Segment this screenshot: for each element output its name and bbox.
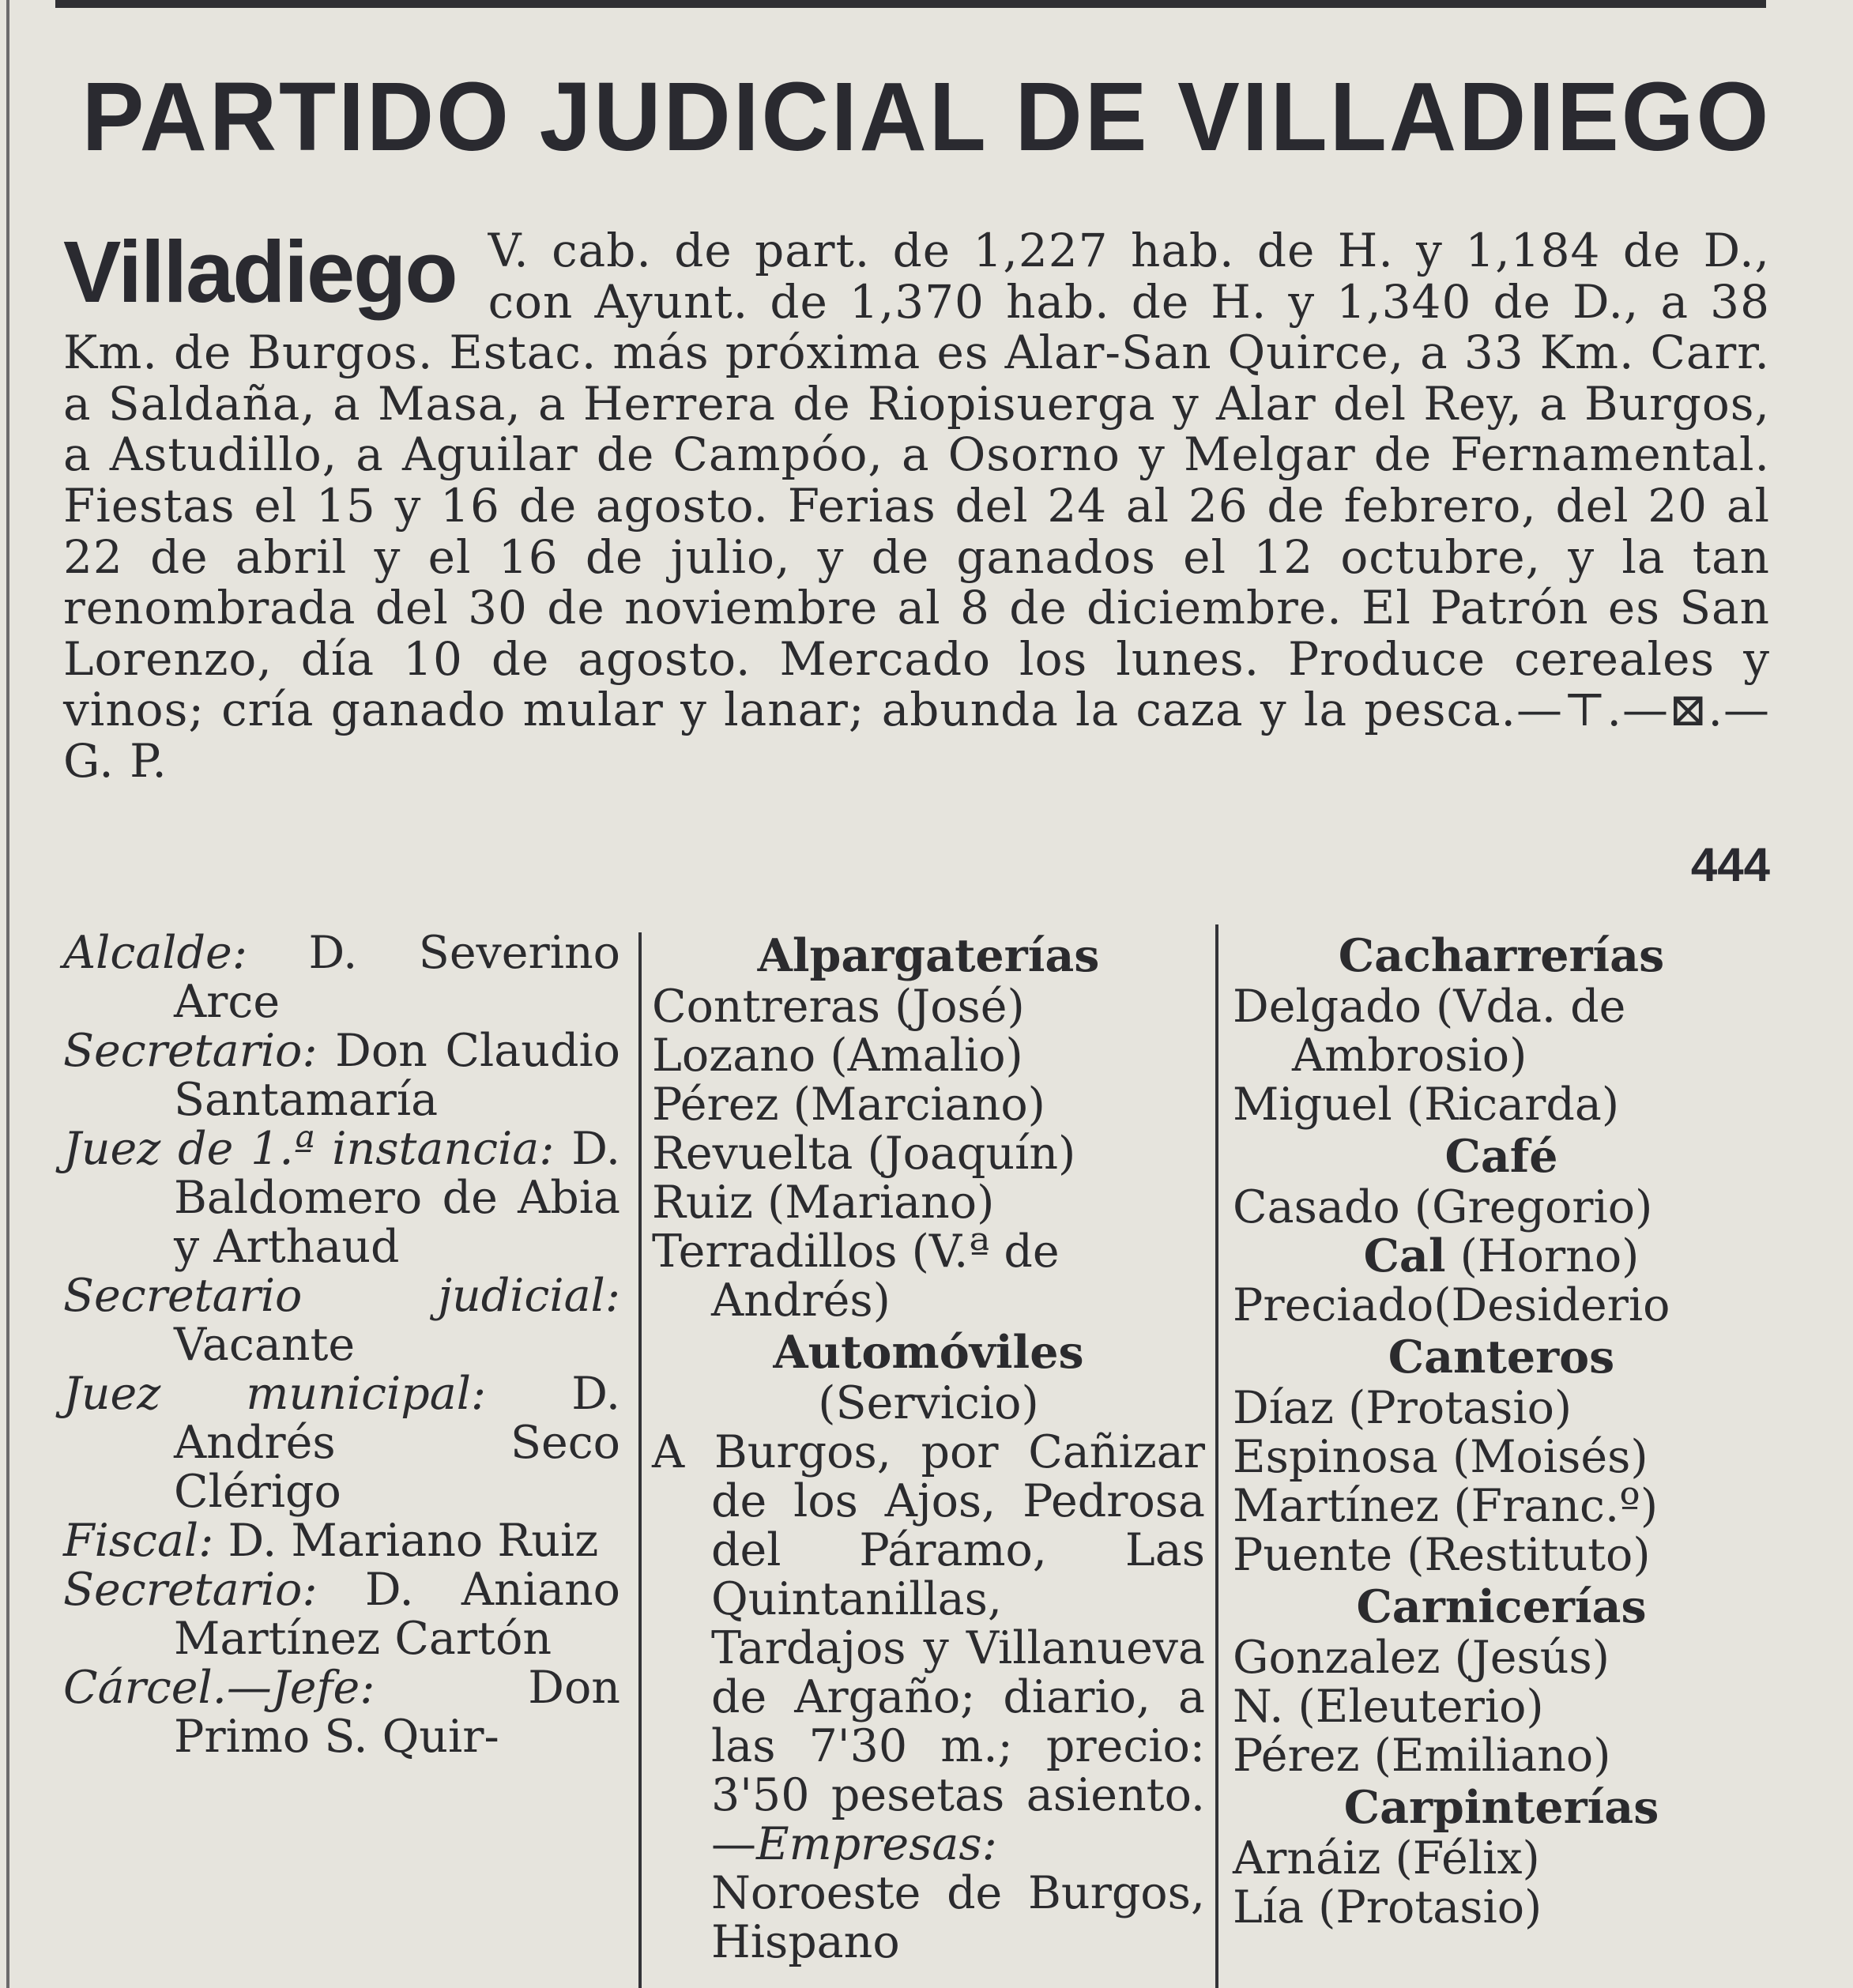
bus-service-entry bbox=[652, 1428, 1205, 1967]
section-heading-carpinterias: Carpinterías bbox=[1343, 1781, 1659, 1834]
cal-subheading: (Horno) bbox=[1459, 1230, 1640, 1282]
column-divider-1 bbox=[638, 932, 642, 1988]
official-name: D. Baldomero de Abia y Arthaud bbox=[174, 1123, 620, 1273]
official-name: D. Aniano Martínez Cartón bbox=[174, 1564, 620, 1665]
section-subheading-servicio: (Servicio) bbox=[818, 1377, 1039, 1429]
list-item: Casado (Gregorio) bbox=[1233, 1181, 1653, 1233]
official-role: Secretario: bbox=[63, 1025, 318, 1077]
section-heading-cacharrerias: Cacharrerías bbox=[1338, 929, 1665, 982]
list-item: Terradillos (V.ª de Andrés) bbox=[652, 1226, 1060, 1327]
list-item: Gonzalez (Jesús) bbox=[1233, 1632, 1610, 1684]
official-alcalde bbox=[63, 928, 620, 1026]
official-role: Juez municipal: bbox=[63, 1368, 487, 1420]
list-item: Espinosa (Moisés) bbox=[1233, 1431, 1648, 1483]
list-item: Ruiz (Mariano) bbox=[652, 1177, 995, 1229]
list-item: Puente (Restituto) bbox=[1233, 1529, 1651, 1581]
list-item: Arnáiz (Félix) bbox=[1233, 1832, 1540, 1884]
empresas-label: Empresas: bbox=[756, 1818, 997, 1870]
cal-heading: Cal bbox=[1363, 1229, 1446, 1282]
list-item: Díaz (Protasio) bbox=[1233, 1382, 1572, 1434]
town-description: V. cab. de part. de 1,227 hab. de H. y 1,184 de D., con Ayunt. de 1,370 hab. de H. y 1,340 de D., a 38 Km. de Burgos. Estac. más próxima es Alar-San Quirce, a 33 Km. Carr. a Saldaña, a Masa, a Herrera de Riopisuerga y Alar del Rey, a Burgos, a Astudillo, a Aguilar de Campóo, a Osorno y Melgar de Fernamental. Fiestas el 15 y 16 de agosto. Ferias del 24 al 26 de febrero, del 20 al 22 de abril y el 16 de julio, y de ganados el 12 octubre, y la tan renombrada del 30 de noviembre al 8 de diciembre. El Patrón es San Lorenzo, día 10 de agosto. Mercado los lunes. Produce cereales y vinos; cría ganado mular y lanar; abunda la caza y la pesca.—⊤.—⊠.—G. P. bbox=[63, 224, 1770, 788]
official-role: Secretario judicial: bbox=[63, 1270, 620, 1322]
businesses-column-2 bbox=[652, 928, 1205, 1967]
official-secretario bbox=[63, 1026, 620, 1124]
section-heading-carnicerias: Carnicerías bbox=[1356, 1580, 1647, 1633]
section-heading-cafe: Café bbox=[1444, 1130, 1558, 1183]
official-secretario-judicial bbox=[63, 1271, 620, 1369]
empresas-names: Noroeste de Burgos, Hispano bbox=[711, 1867, 1205, 1968]
official-juez-instancia bbox=[63, 1124, 620, 1271]
official-role: Alcalde: bbox=[63, 927, 247, 979]
town-name: Villadiego bbox=[63, 224, 457, 321]
list-item: Contreras (José) bbox=[652, 981, 1025, 1033]
official-name: Don Claudio Santamaría bbox=[174, 1025, 620, 1126]
officials-column bbox=[63, 928, 620, 1761]
official-name: Vacante bbox=[174, 1319, 356, 1371]
official-role: Secretario: bbox=[63, 1564, 318, 1616]
list-item: N. (Eleuterio) bbox=[1233, 1681, 1544, 1733]
section-heading-canteros: Canteros bbox=[1388, 1331, 1615, 1384]
list-item: Miguel (Ricarda) bbox=[1233, 1079, 1620, 1131]
official-juez-municipal bbox=[63, 1369, 620, 1516]
official-name: D. Mariano Ruiz bbox=[228, 1515, 599, 1567]
official-name: D. Severino Arce bbox=[174, 927, 620, 1028]
list-item: Pérez (Emiliano) bbox=[1233, 1730, 1611, 1782]
list-item: Martínez (Franc.º) bbox=[1233, 1480, 1659, 1532]
official-role: Fiscal: bbox=[63, 1515, 214, 1567]
official-role: Juez de 1.ª instancia: bbox=[63, 1123, 555, 1175]
list-item: Delgado (Vda. de Ambrosio) bbox=[1233, 981, 1626, 1082]
left-margin-rule bbox=[6, 0, 9, 1988]
list-item: Lía (Protasio) bbox=[1233, 1881, 1542, 1933]
list-item: Pérez (Marciano) bbox=[652, 1079, 1045, 1131]
official-fiscal bbox=[63, 1516, 620, 1565]
column-divider-2 bbox=[1215, 924, 1218, 1988]
service-description: A Burgos, por Cañizar de los Ajos, Pedrosa del Páramo, Las Quintanillas, Tardajos y Villanueva de Argaño; diario, a las 7'30 m.; precio: 3'50 pesetas asiento.— bbox=[652, 1426, 1205, 1870]
top-rule bbox=[55, 0, 1766, 8]
section-heading-automoviles: Automóviles bbox=[773, 1326, 1084, 1379]
official-name: D. Andrés Seco Clérigo bbox=[174, 1368, 620, 1518]
section-heading-cal bbox=[1233, 1229, 1770, 1282]
official-name: Don Primo S. Quir- bbox=[174, 1662, 620, 1763]
list-item: Lozano (Amalio) bbox=[652, 1030, 1023, 1082]
page-title: PARTIDO JUDICIAL DE VILLADIEGO bbox=[81, 62, 1772, 172]
official-secretario-fiscal bbox=[63, 1565, 620, 1663]
official-role: Cárcel.—Jefe: bbox=[63, 1662, 375, 1714]
page-code: 444 bbox=[1690, 838, 1770, 891]
businesses-column-3 bbox=[1233, 928, 1770, 1932]
section-heading-alpargaterias: Alpargaterías bbox=[757, 929, 1100, 982]
list-item: Preciado(Desiderio bbox=[1233, 1279, 1670, 1331]
town-entry bbox=[63, 225, 1770, 787]
list-item: Revuelta (Joaquín) bbox=[652, 1128, 1076, 1180]
official-carcel-jefe bbox=[63, 1663, 620, 1761]
